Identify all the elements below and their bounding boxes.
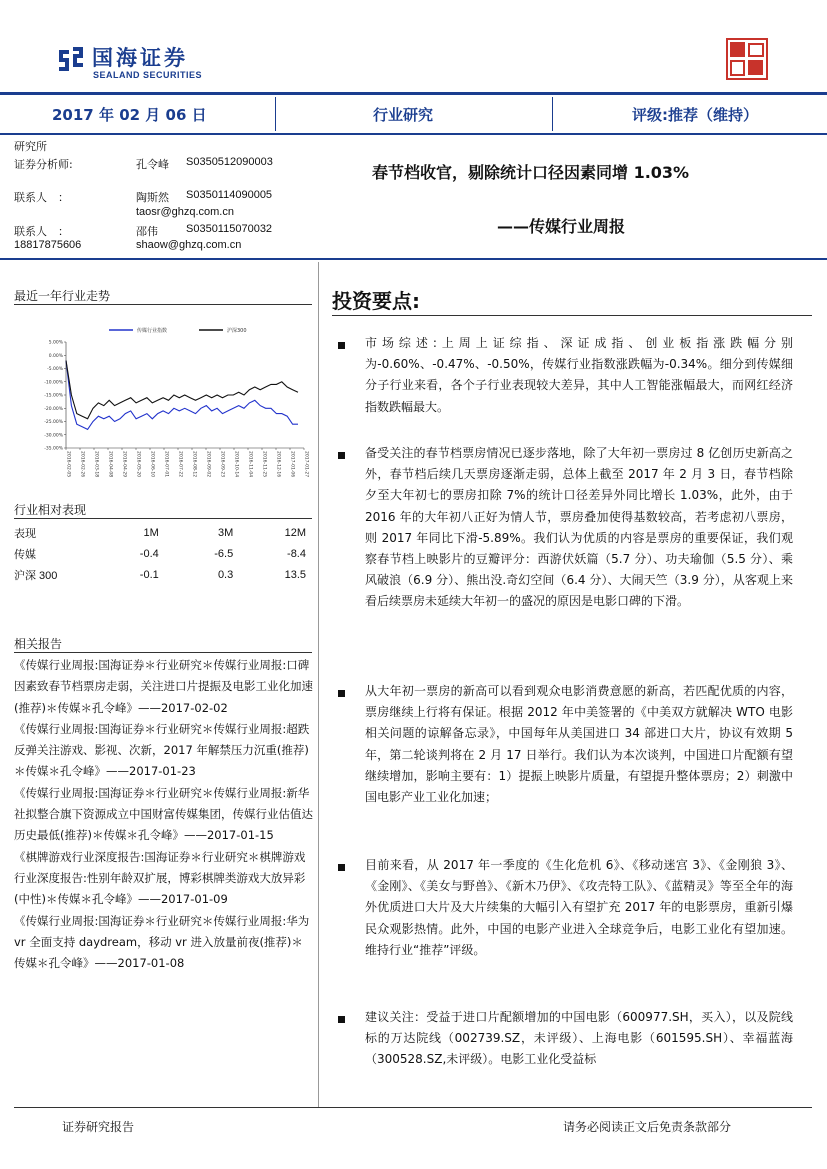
x-tick-label: 2016-07-22: [177, 451, 183, 478]
x-tick-label: 2016-07-01: [163, 451, 169, 478]
y-tick-label: -15.00%: [44, 393, 63, 399]
x-tick-label: 2016-02-05: [65, 451, 71, 478]
related-item[interactable]: 《传媒行业周报:国海证券＊行业研究＊传媒行业周报:华为 vr 全面支持 daydream，移动 vr 进入放量前夜(推荐)＊传媒＊孔令峰》——2017-01-08: [14, 913, 310, 971]
related-item[interactable]: 《传媒行业周报:国海证券＊行业研究＊传媒行业周报:超跌反弹关注游戏、影视、次新，2017 年解禁压力沉重(推荐)＊传媒＊孔令峰》——2017-01-23: [14, 721, 310, 779]
contact2-cert: S0350115070032: [186, 223, 273, 235]
bullet-icon: [338, 1016, 345, 1023]
y-tick-label: -20.00%: [44, 406, 63, 412]
related-rule: [14, 652, 312, 653]
perf-rule: [14, 518, 312, 519]
research-stamp-icon: [726, 38, 768, 80]
perf-cell: 13.5: [284, 568, 306, 581]
related-list: [14, 655, 314, 974]
report-type: 行业研究: [373, 106, 434, 124]
logo-en: SEALAND SECURITIES: [93, 70, 203, 80]
x-tick-label: 2016-02-26: [79, 451, 85, 478]
band-divider: [275, 97, 276, 131]
logo-cn: 国海证券: [92, 46, 188, 70]
x-tick-label: 2017-01-27: [303, 451, 309, 478]
perf-cell: -6.5: [214, 547, 234, 560]
band-divider: [552, 97, 553, 131]
footer-left: 证券研究报告: [62, 1120, 135, 1134]
perf-cell: -0.4: [139, 547, 159, 560]
x-tick-label: 2016-11-25: [261, 451, 267, 478]
x-tick-label: 2016-04-29: [121, 451, 127, 478]
perf-cell: 传媒: [14, 548, 36, 561]
analyst-cert: S0350512090003: [186, 156, 273, 168]
x-tick-label: 2016-12-16: [275, 451, 281, 478]
kp-paragraph: 目前来看，从 2017 年一季度的《生化危机 6》、《移动迷宫 3》、《金刚狼 3》、《金刚》、《美女与野兽》、《新木乃伊》、《攻壳特工队》、《蓝精灵》等至全年的海外优质进口大片及大片续集的大幅引入有望扩充 2017 年的电影票房，重新引爆民众观影热情。此外，中国的电影产业进入全球竞争后，电影工业化有望加速。维持行业“推荐”评级。: [365, 858, 793, 957]
related-item[interactable]: 《传媒行业周报:国海证券＊行业研究＊传媒行业周报:新华社拟整合旗下资源成立中国财富传媒集团，传媒行业估值达历史最低(推荐)＊传媒＊孔令峰》——2017-01-15: [14, 785, 313, 843]
x-tick-label: 2017-01-06: [289, 451, 295, 478]
x-tick-label: 2016-06-10: [149, 451, 155, 478]
kp-paragraph: 建议关注：受益于进口片配额增加的中国电影（600977.SH，买入），以及院线标的万达院线（002739.SZ，未评级）、上海电影（601595.SH）、幸福蓝海（300528.SZ,未评级）。电影工业化受益标: [365, 1010, 793, 1067]
x-tick-label: 2016-03-18: [93, 451, 99, 478]
contact2-phone: 18817875606: [14, 239, 82, 251]
bullet-icon: [338, 452, 345, 459]
trend-title: 最近一年行业走势: [14, 289, 111, 303]
x-tick-label: 2016-10-14: [233, 451, 239, 478]
y-tick-label: -5.00%: [47, 367, 63, 372]
perf-cell: -8.4: [287, 547, 306, 560]
trend-chart: [14, 320, 312, 490]
bullet-icon: [338, 864, 345, 871]
legend-label: 沪深300: [227, 328, 247, 334]
kp-paragraph: 市场综述:上周上证综指、深证成指、创业板指涨跌幅分别为-0.60%、-0.47%、-0.50%，传媒行业指数涨跌幅为-0.34%。细分到传媒细分子行业来看，各个子行业表现较大差异，其中人工智能涨幅最大，而网红经济指数跌幅最大。: [365, 336, 793, 414]
y-tick-label: -35.00%: [44, 446, 63, 452]
perf-table: [14, 522, 306, 585]
related-title: 相关报告: [14, 637, 63, 651]
bullet-icon: [338, 342, 345, 349]
y-tick-label: 5.00%: [48, 340, 63, 346]
column-divider: [318, 262, 319, 1107]
report-subtitle: ——传媒行业周报: [497, 217, 626, 236]
series-line: [66, 361, 298, 430]
perf-cell: 沪深 300: [14, 569, 58, 582]
legend-label: 传媒行业指数: [137, 328, 168, 334]
perf-cell: 0.3: [217, 568, 234, 581]
contact1-name: 陶斯然: [136, 191, 169, 204]
kp-paragraph: 从大年初一票房的新高可以看到观众电影消费意愿的新高，若匹配优质的内容，票房继续上行将有保证。根据 2012 年中美签署的《中美双方就解决 WTO 电影相关问题的谅解备忘录》，中国每年从美国进口 34 部进口大片，协议有效期 5 年，第二轮谈判将在 2 月 17 日举行。我们认为本次谈判，中国进口片配额有望继续增加，影响主要有：1）提振上映影片质量，有望提升整体票房；2）刺激中国电影产业工业化加速；: [365, 684, 793, 805]
footer-rule: [14, 1107, 812, 1108]
y-tick-label: -25.00%: [44, 420, 63, 425]
perf-cell: -0.1: [139, 568, 159, 581]
kp-paragraph: 备受关注的春节档票房情况已逐步落地，除了大年初一票房过 8 亿创历史新高之外，春节档后续几天票房逐渐走弱，总体上截至 2017 年 2 月 3 日，春节档除夕至大年初七的票房扣除 7%的统计口径差异外同比增长 1.03%，此外，由于 2016 年的大年初八正好为情人节，票房叠加使得基数较高，若考虑初八票房，则 2017 年同比下滑-5.89%。我们认为优质的内容是票房的重要保证，我们观察春节档上映影片的豆瓣评分：西游伏妖篇（5.7 分）、功夫瑜伽（5.5 分）、乘风破浪（6.9 分）、熊出没.奇幻空间（6.4 分）、大闹天竺（3.9 分），从客观上来看后续票房未延续大年初一的盛况的原因是电影口碑的下滑。: [365, 446, 793, 609]
perf-row: [14, 564, 306, 585]
x-tick-label: 2016-09-02: [205, 451, 211, 478]
report-title: 春节档收官，剔除统计口径因素同增 1.03%: [372, 163, 690, 182]
key-points-title: 投资要点:: [332, 289, 420, 313]
contact1-email: taosr@ghzq.com.cn: [136, 206, 234, 218]
contact1-label: 联系人 ：: [14, 191, 69, 204]
perf-row: [14, 543, 306, 564]
related-item[interactable]: 《棋牌游戏行业深度报告:国海证券＊行业研究＊棋牌游戏行业深度报告:性别年龄双扩展，博彩棋牌类游戏大放异彩(中性)＊传媒＊孔令峰》——2017-01-09: [14, 849, 306, 907]
trend-rule: [14, 304, 312, 305]
perf-title: 行业相对表现: [14, 503, 87, 517]
perf-header: 12M: [284, 526, 306, 539]
bullet-icon: [338, 690, 345, 697]
x-tick-label: 2016-08-12: [191, 451, 197, 478]
rating: 评级:推荐（维持）: [632, 106, 758, 124]
perf-header: 3M: [217, 526, 234, 539]
footer-right: 请务必阅读正文后免责条款部分: [563, 1120, 732, 1134]
contact2-email: shaow@ghzq.com.cn: [136, 239, 242, 251]
key-points-rule: [332, 315, 812, 316]
contact2-label: 联系人 ：: [14, 225, 69, 238]
x-tick-label: 2016-11-04: [247, 451, 253, 478]
analyst-label: 证券分析师:: [14, 158, 73, 171]
perf-header: 表现: [14, 527, 36, 540]
report-date: 2017 年 02 月 06 日: [52, 106, 207, 124]
info-rule: [0, 258, 827, 260]
analyst-name: 孔令峰: [136, 158, 169, 171]
sealand-logo-icon: [56, 44, 86, 74]
y-tick-label: -30.00%: [44, 433, 63, 439]
y-tick-label: -10.00%: [44, 380, 63, 386]
perf-header-row: [14, 522, 306, 543]
related-item[interactable]: 《传媒行业周报:国海证券＊行业研究＊传媒行业周报:口碑因素致春节档票房走弱，关注进口片提振及电影工业化加速(推荐)＊传媒＊孔令峰》——2017-02-02: [14, 658, 313, 715]
perf-header: 1M: [143, 526, 159, 539]
x-tick-label: 2016-05-20: [135, 451, 141, 478]
y-tick-label: 0.00%: [48, 353, 63, 359]
x-tick-label: 2016-09-23: [219, 451, 225, 478]
contact1-cert: S0350114090005: [186, 189, 273, 201]
institute: 研究所: [14, 140, 47, 153]
contact2-name: 邵伟: [136, 225, 158, 238]
x-tick-label: 2016-04-08: [107, 451, 113, 478]
